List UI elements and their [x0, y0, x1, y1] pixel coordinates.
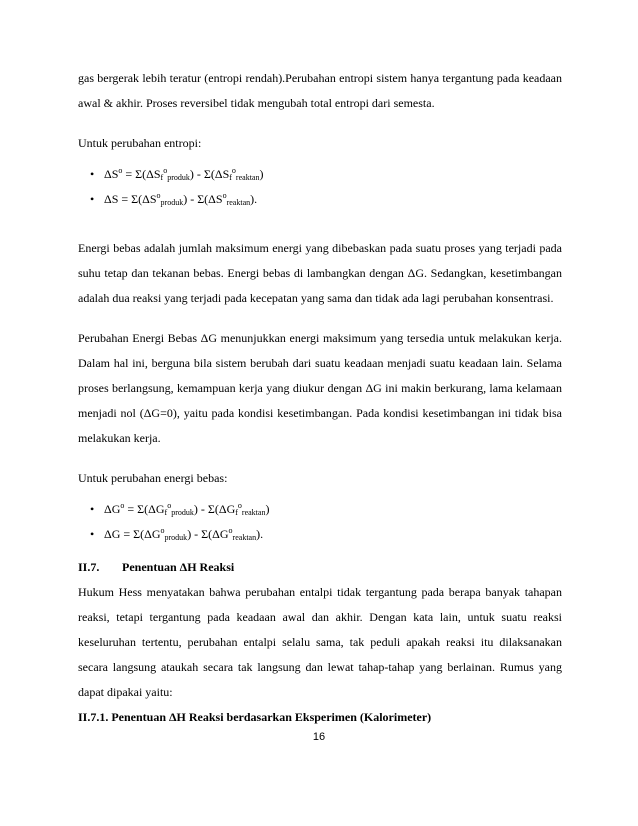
section-number: II.7.	[78, 560, 100, 574]
page-number: 16	[312, 731, 326, 743]
paragraph-free-energy-change: Perubahan Energi Bebas ΔG menunjukkan energi maksimum yang tersedia untuk melakukan kerja. Dalam hal ini, berguna bila sistem berubah dari suatu keadaan menjadi suatu keadaan lain. Selama proses berlangsung, kemampuan kerja yang diukur dengan ΔG ini makin berkurang, lama kelamaan menjadi nol (ΔG=0), yaitu pada kondisi kesetimbangan. Pada kondisi kesetimbangan ini tidak bisa melakukan kerja.	[78, 331, 562, 445]
formula-gibbs-standard: • $\Delta G^o = \Sigma(\Delta G_f^o_{produk}) - \Sigma(\Delta G_f^o_{reaktan})$	[90, 497, 562, 522]
formula-gibbs: • $\Delta G = \Sigma(\Delta G^o_{produk}) - \Sigma(\Delta G^o_{reaktan})$.	[90, 522, 562, 547]
paragraph-entropy-intro: gas bergerak lebih teratur (entropi rendah).Perubahan entropi sistem hanya tergantung pada keadaan awal & akhir. Proses reversibel tidak mengubah total entropi dari semesta.	[78, 71, 562, 110]
paragraph-free-energy-definition: Energi bebas adalah jumlah maksimum energi yang dibebaskan pada suatu proses yang terjadi pada suhu tetap dan tekanan bebas. Energi bebas di lambangkan dengan ΔG. Sedangkan, kesetimbangan adalah dua reaksi yang terjadi pada kecepatan yang sama dan tidak ada lagi perubahan konsentrasi.	[78, 241, 562, 305]
paragraph-entropy-change-label: Untuk perubahan entropi:	[78, 136, 202, 150]
paragraph-free-energy-change-label: Untuk perubahan energi bebas:	[78, 471, 228, 485]
gibbs-formula-list	[78, 497, 562, 547]
section-heading-ii-7	[78, 555, 562, 580]
section-title: Penentuan ΔH Reaksi	[122, 560, 235, 574]
entropy-formula-list	[78, 162, 562, 212]
formula-entropy-standard: • $\Delta S^o = \Sigma(\Delta S_f^o_{produk}) - \Sigma(\Delta S_f^o_{reaktan})$	[90, 162, 562, 187]
formula-entropy: • $\Delta S = \Sigma(\Delta S^o_{produk}) - \Sigma(\Delta S^o_{reaktan})$.	[90, 187, 562, 212]
section-heading-ii-7-1: II.7.1. Penentuan ΔH Reaksi berdasarkan Eksperimen (Kalorimeter)	[78, 710, 432, 724]
paragraph-hess-law: Hukum Hess menyatakan bahwa perubahan entalpi tidak tergantung pada berapa banyak tahapan reaksi, tetapi tergantung pada keadaan awal dan akhir. Dengan kata lain, untuk suatu reaksi keseluruhan tertentu, perubahan entalpi selalu sama, tak peduli apakah reaksi itu dilaksanakan secara langsung ataukah secara tak langsung dan lewat tahap-tahap yang berlainan. Rumus yang dapat dipakai yaitu:	[78, 585, 562, 699]
page-content	[78, 66, 562, 730]
